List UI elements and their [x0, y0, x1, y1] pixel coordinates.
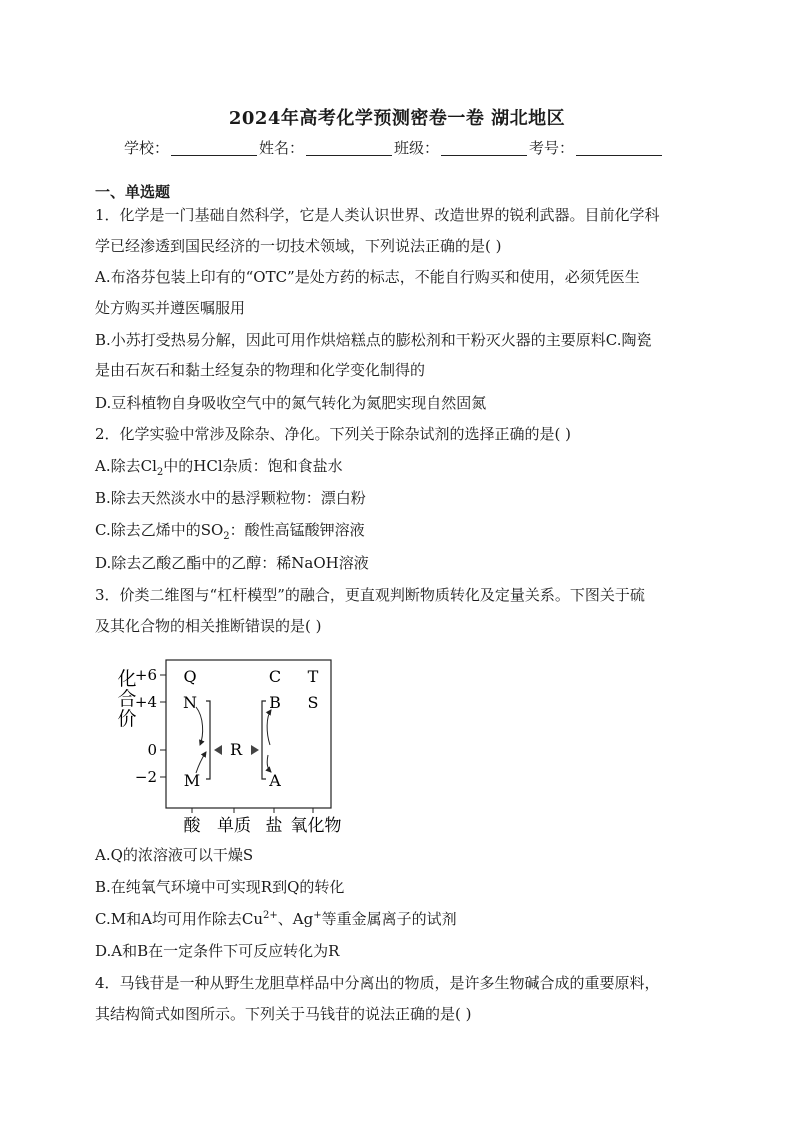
y-tick-plus4: +4	[134, 693, 157, 711]
q4-stem-line1: 4．马钱苷是一种从野生龙胆草样品中分离出的物质，是许多生物碱合成的重要原料，	[95, 974, 660, 992]
point-Q: Q	[183, 667, 197, 686]
arrow-lever-to-A	[267, 755, 271, 772]
y-tick-plus6: +6	[134, 666, 157, 684]
class-blank	[441, 141, 527, 156]
arrow-M-to-lever	[196, 752, 206, 773]
q2-a-prefix: A.除去Cl	[95, 457, 157, 475]
q2-c-suffix: ：酸性高锰酸钾溶液	[229, 521, 365, 539]
x-tick-salt: 盐	[265, 816, 283, 835]
x-tick-oxide: 氧化物	[290, 816, 342, 835]
page-title: 2024年高考化学预测密卷一卷 湖北地区	[228, 108, 566, 129]
q2-a-subscript: 2	[156, 467, 164, 478]
point-T: T	[307, 667, 319, 686]
y-tick-minus2: −2	[134, 768, 157, 786]
y-axis-label-char: 价	[117, 708, 137, 730]
q3-c-sup-silver: +	[313, 910, 322, 921]
x-tick-element: 单质	[217, 816, 251, 835]
y-axis-label-char: 化	[117, 668, 137, 690]
y-tick-zero: 0	[147, 741, 157, 759]
arrow-N-to-lever	[196, 707, 203, 745]
q3-c-suffix: 等重金属离子的试剂	[321, 910, 457, 928]
q3-stem-line1: 3．价类二维图与“杠杆模型”的融合，更直观判断物质转化及定量关系。下图关于硫	[95, 586, 645, 604]
q1-option-a-line1: A.布洛芬包装上印有的“OTC”是处方药的标志，不能自行购买和使用，必须凭医生	[95, 268, 640, 286]
right-lever-bracket	[262, 701, 266, 779]
q1-option-d: D.豆科植物自身吸收空气中的氮气转化为氮肥实现自然固氮	[95, 394, 487, 412]
q3-option-c	[95, 908, 705, 929]
arrow-lever-to-B	[267, 710, 271, 745]
school-blank	[171, 141, 257, 156]
q3-c-sup-copper: 2+	[263, 910, 278, 921]
section-heading: 一、单选题	[95, 183, 171, 201]
y-axis-label-char: 合	[117, 688, 137, 710]
q1-stem-line1: 1．化学是一门基础自然科学，它是人类认识世界、改造世界的锐利武器。目前化学科	[95, 206, 660, 224]
q3-option-a: A.Q的浓溶液可以干燥S	[95, 846, 254, 864]
point-N: N	[183, 693, 197, 712]
q3-c-mid: 、Ag	[277, 910, 314, 928]
right-fulcrum-icon	[251, 745, 259, 755]
q1-option-b-line2: 是由石灰石和黏土经复杂的物理和化学变化制得的	[95, 361, 426, 379]
q2-c-subscript: 2	[223, 531, 230, 542]
q2-option-b: B.除去天然淡水中的悬浮颗粒物：漂白粉	[95, 489, 366, 507]
q3-option-d: D.A和B在一定条件下可反应转化为R	[95, 942, 340, 960]
class-label: 班级：	[394, 139, 440, 157]
q4-stem-line2: 其结构简式如图所示。下列关于马钱苷的说法正确的是( )	[95, 1005, 472, 1023]
q2-stem: 2．化学实验中常涉及除杂、净化。下列关于除杂试剂的选择正确的是( )	[95, 425, 572, 443]
q3-option-b: B.在纯氧气环境中可实现R到Q的转化	[95, 878, 345, 896]
q3-c-prefix: C.M和A均可用作除去Cu	[95, 910, 264, 928]
diagram-svg	[110, 655, 360, 835]
name-label: 姓名：	[259, 139, 305, 157]
q1-option-b-line1: B.小苏打受热易分解，因此可用作烘焙糕点的膨松剂和干粉灭火器的主要原料C.陶瓷	[95, 331, 652, 349]
y-axis-label	[117, 668, 136, 730]
point-R: R	[229, 740, 243, 759]
q1-option-a-line2: 处方购买并遵医嘱服用	[95, 299, 246, 317]
q2-option-d: D.除去乙酸乙酯中的乙醇：稀NaOH溶液	[95, 554, 369, 572]
left-fulcrum-icon	[214, 745, 222, 755]
point-M: M	[183, 771, 201, 790]
x-tick-acid: 酸	[183, 816, 201, 835]
q2-option-a	[95, 455, 705, 478]
point-S: S	[307, 693, 319, 712]
q1-stem-line2: 学已经渗透到国民经济的一切技术领域，下列说法正确的是( )	[95, 237, 502, 255]
school-label: 学校：	[124, 139, 170, 157]
point-A: A	[269, 771, 281, 790]
exam-number-label: 考号：	[529, 139, 575, 157]
exam-number-blank	[576, 141, 662, 156]
name-blank	[306, 141, 392, 156]
valence-class-diagram	[110, 655, 360, 835]
q2-c-prefix: C.除去乙烯中的SO	[95, 521, 224, 539]
left-lever-bracket	[206, 701, 210, 779]
student-info-row	[124, 137, 684, 158]
q3-stem-line2: 及其化合物的相关推断错误的是( )	[95, 617, 322, 635]
q2-option-c	[95, 519, 705, 542]
q2-a-suffix: 中的HCl杂质：饱和食盐水	[163, 457, 343, 475]
point-B: B	[269, 693, 281, 712]
point-C: C	[268, 667, 282, 686]
